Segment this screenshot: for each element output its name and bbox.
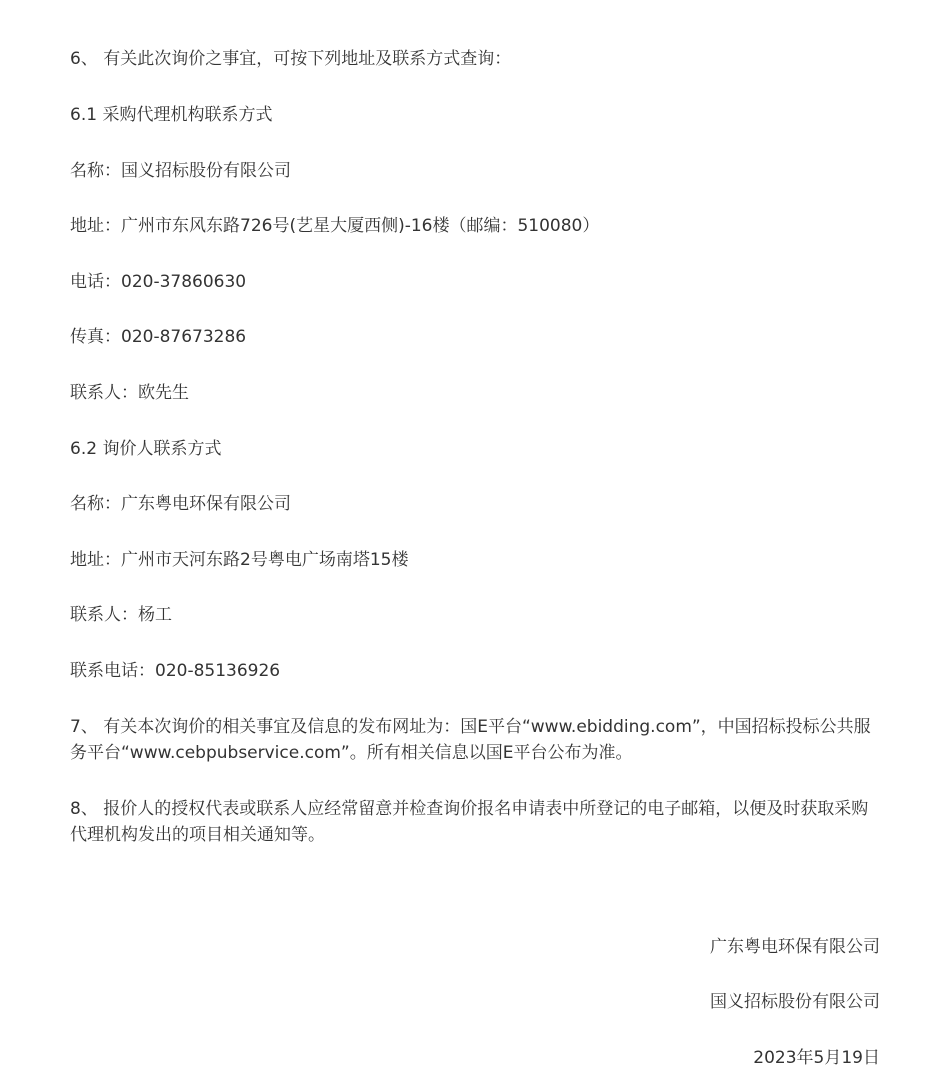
- agency-address: 地址：广州市东风东路726号(艺星大厦西侧)-16楼（邮编：510080）: [70, 216, 600, 236]
- section-7-paragraph: 7、 有关本次询价的相关事宜及信息的发布网址为：国E平台“www.ebidding.com”，中国招标投标公共服务平台“www.cebpubservice.com”。所有相关信息以国E平台公布为准。: [70, 717, 871, 763]
- agency-contact-person: 联系人：欧先生: [70, 383, 189, 403]
- agency-fax: 传真：020-87673286: [70, 327, 247, 347]
- agency-phone: 电话：020-37860630: [70, 272, 247, 292]
- signature-org-2: 国义招标股份有限公司: [710, 992, 880, 1012]
- inquirer-name: 名称：广东粤电环保有限公司: [70, 494, 291, 514]
- signature-org-1: 广东粤电环保有限公司: [710, 937, 880, 957]
- signature-date: 2023年5月19日: [753, 1048, 880, 1068]
- inquirer-address: 地址：广州市天河东路2号粤电广场南塔15楼: [70, 550, 409, 570]
- section-8-paragraph: 8、 报价人的授权代表或联系人应经常留意并检查询价报名申请表中所登记的电子邮箱，以便及时获取采购代理机构发出的项目相关通知等。: [70, 799, 869, 845]
- inquirer-contact-person: 联系人：杨工: [70, 605, 172, 625]
- inquirer-phone: 联系电话：020-85136926: [70, 661, 281, 681]
- inquirer-contact-title: 6.2 询价人联系方式: [70, 439, 222, 459]
- section-6-heading: 6、 有关此次询价之事宜，可按下列地址及联系方式查询：: [70, 49, 512, 69]
- agency-name: 名称：国义招标股份有限公司: [70, 161, 291, 181]
- agency-contact-title: 6.1 采购代理机构联系方式: [70, 105, 273, 125]
